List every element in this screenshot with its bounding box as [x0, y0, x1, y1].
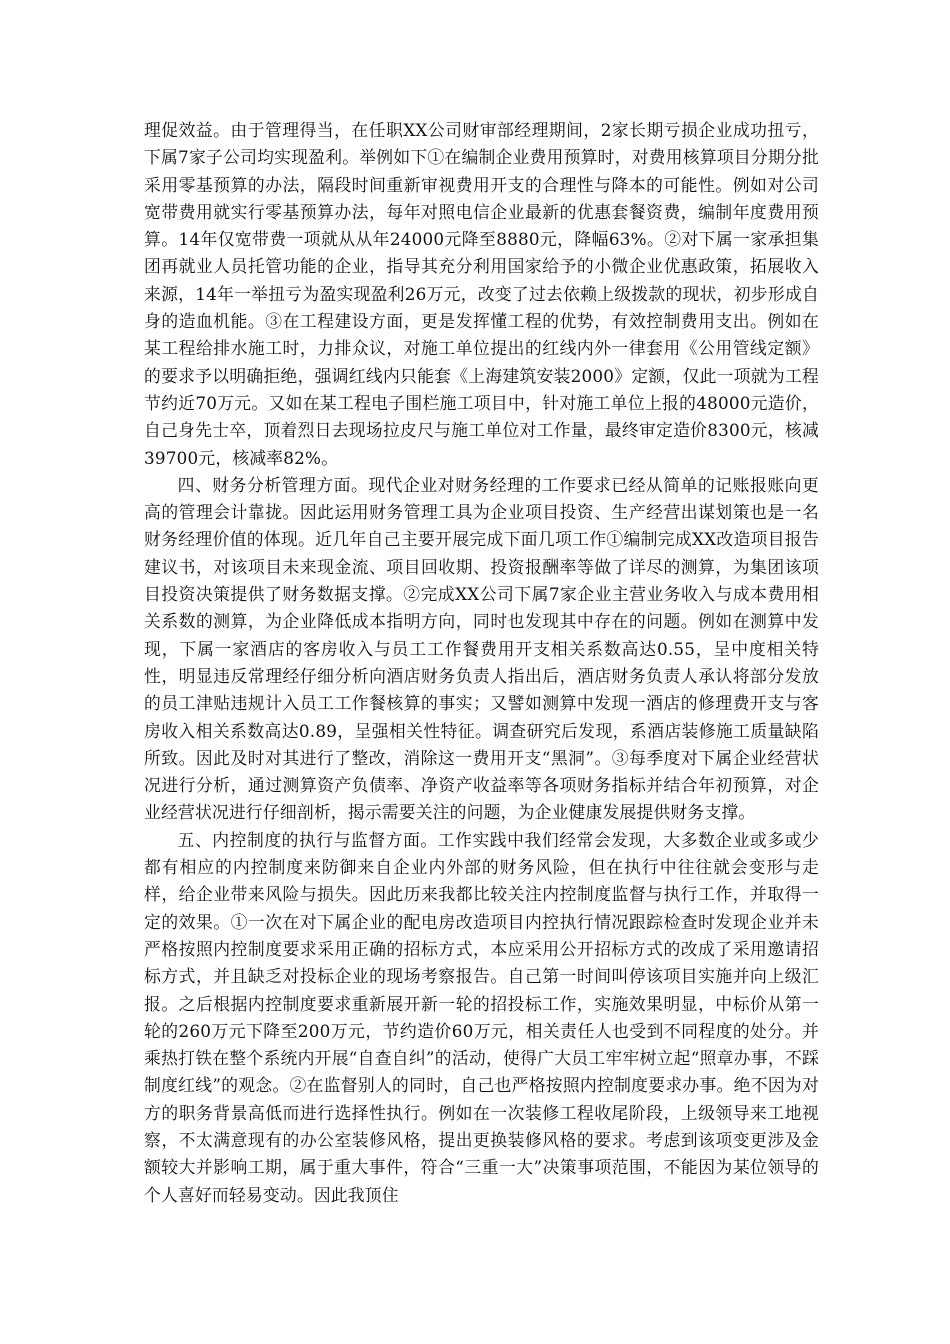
paragraph-cost-control: 理促效益。由于管理得当，在任职XX公司财审部经理期间，2家长期亏损企业成功扭亏，下属7家子公司均实现盈利。举例如下①在编制企业费用预算时，对费用核算项目分期分批采用零基预算的办法，隔段时间重新审视费用开支的合理性与降本的可能性。例如对公司宽带费用就实行零基预算办法，每年对照电信企业最新的优惠套餐资费，编制年度费用预算。14年仅宽带费一项就从从年24000元降至8880元，降幅63%。②对下属一家承担集团再就业人员托管功能的企业，指导其充分利用国家给予的小微企业优惠政策，拓展收入来源，14年一举扭亏为盈实现盈利26万元，改变了过去依赖上级拨款的现状，初步形成自身的造血机能。③在工程建设方面，更是发挥懂工程的优势，有效控制费用支出。例如在某工程给排水施工时，力排众议，对施工单位提出的红线内外一律套用《公用管线定额》的要求予以明确拒绝，强调红线内只能套《上海建筑安装2000》定额，仅此一项就为工程节约近70万元。又如在某工程电子围栏施工项目中，针对施工单位上报的48000元造价，自己身先士卒，顶着烈日去现场拉皮尺与施工单位对工作量，最终审定造价8300元，核减39700元，核减率82%。	[144, 120, 819, 468]
paragraph-internal-control: 五、内控制度的执行与监督方面。工作实践中我们经常会发现，大多数企业或多或少都有相应的内控制度来防御来自企业内外部的财务风险，但在执行中往往就会变形与走样，给企业带来风险与损失。因此历来我都比较关注内控制度监督与执行工作，并取得一定的效果。①一次在对下属企业的配电房改造项目内控执行情况跟踪检查时发现企业并未严格按照内控制度要求采用正确的招标方式，本应采用公开招标方式的改成了采用邀请招标方式，并且缺乏对投标企业的现场考察报告。自己第一时间叫停该项目实施并向上级汇报。之后根据内控制度要求重新展开新一轮的招投标工作，实施效果明显，中标价从第一轮的260万元下降至200万元，节约造价60万元，相关责任人也受到不同程度的处分。并乘热打铁在整个系统内开展“自查自纠”的活动，使得广大员工牢牢树立起“照章办事，不踩制度红线”的观念。②在监督别人的同时，自己也严格按照内控制度要求办事。绝不因为对方的职务背景高低而进行选择性执行。例如在一次装修工程收尾阶段，上级领导来工地视察，不太满意现有的办公室装修风格，提出更换装修风格的要求。考虑到该项变更涉及金额较大并影响工期，属于重大事件，符合“三重一大”决策事项范围，不能因为某位领导的个人喜好而轻易变动。因此我顶住	[144, 829, 819, 1205]
paragraph-financial-analysis: 四、财务分析管理方面。现代企业对财务经理的工作要求已经从简单的记账报账向更高的管理会计靠拢。因此运用财务管理工具为企业项目投资、生产经营出谋划策也是一名财务经理价值的体现。近几年自己主要开展完成下面几项工作①编制完成XX改造项目报告建议书，对该项目未来现金流、项目回收期、投资报酬率等做了详尽的测算，为集团该项目投资决策提供了财务数据支撑。②完成XX公司下属7家企业主营业务收入与成本费用相关系数的测算，为企业降低成本指明方向，同时也发现其中存在的问题。例如在测算中发现，下属一家酒店的客房收入与员工工作餐费用开支相关系数高达0.55，呈中度相关特性，明显违反常理经仔细分析向酒店财务负责人指出后，酒店财务负责人承认将部分发放的员工津贴违规计入员工工作餐核算的事实；又譬如测算中发现一酒店的修理费开支与客房收入相关系数高达0.89，呈强相关性特征。调查研究后发现，系酒店装修施工质量缺陷所致。因此及时对其进行了整改，消除这一费用开支“黑洞”。③每季度对下属企业经营状况进行分析，通过测算资产负债率、净资产收益率等各项财务指标并结合年初预算，对企业经营状况进行仔细剖析，揭示需要关注的问题，为企业健康发展提供财务支撑。	[144, 474, 819, 823]
document-body	[144, 117, 819, 1209]
